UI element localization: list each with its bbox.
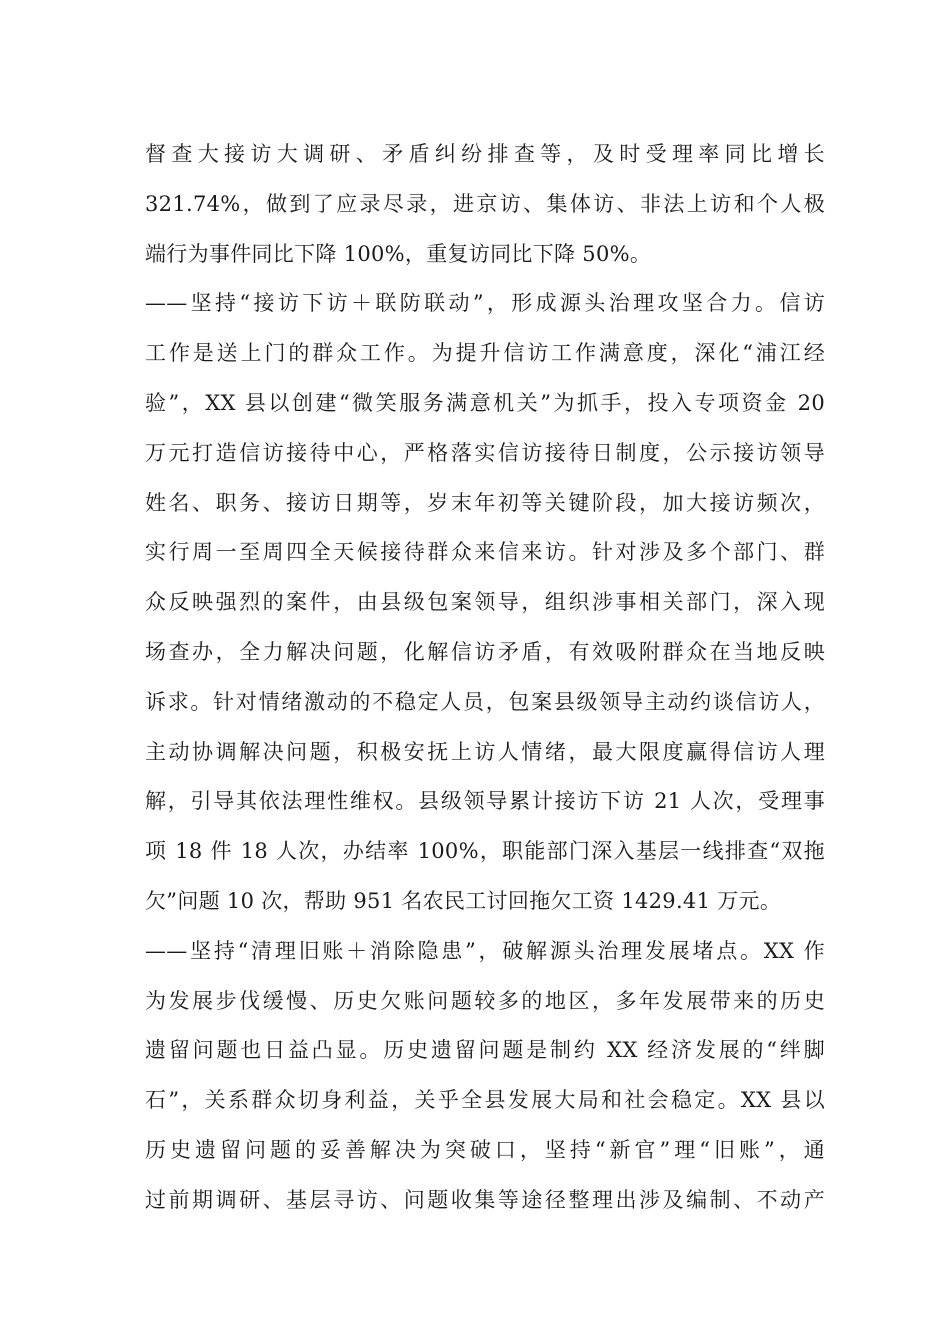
text-line: 实行周一至周四全天候接待群众来信来访。针对涉及多个部门、群 (145, 540, 825, 565)
text-line: 端行为事件同比下降 100%，重复访同比下降 50%。 (145, 241, 652, 266)
text-line: ——坚持“接访下访＋联防联动”，形成源头治理攻坚合力。信访 (145, 291, 825, 316)
text-line: 验”，XX 县以创建“微笑服务满意机关”为抓手，投入专项资金 20 (145, 390, 825, 415)
text-line: 过前期调研、基层寻访、问题收集等途径整理出涉及编制、不动产 (145, 1187, 825, 1212)
text-line: 姓名、职务、接访日期等，岁末年初等关键阶段，加大接访频次， (145, 490, 825, 515)
text-line: 石”，关系群众切身利益，关乎全县发展大局和社会稳定。XX 县以 (145, 1088, 825, 1113)
text-line: 工作是送上门的群众工作。为提升信访工作满意度，深化“浦江经 (145, 341, 825, 366)
text-line: 督查大接访大调研、矛盾纠纷排查等，及时受理率同比增长 (145, 142, 825, 166)
text-line: 诉求。针对情绪激动的不稳定人员，包案县级领导主动约谈信访人， (145, 689, 825, 714)
text-line: 项 18 件 18 人次，办结率 100%，职能部门深入基层一线排查“双拖 (145, 839, 825, 864)
text-line: 场查办，全力解决问题，化解信访矛盾，有效吸附群众在当地反映 (145, 639, 825, 664)
text-line: 遗留问题也日益凸显。历史遗留问题是制约 XX 经济发展的“绊脚 (145, 1038, 825, 1063)
text-line: 众反映强烈的案件，由县级包案领导，组织涉事相关部门，深入现 (145, 590, 825, 615)
text-line: 为发展步伐缓慢、历史欠账问题较多的地区，多年发展带来的历史 (145, 988, 825, 1013)
text-line: 欠”问题 10 次，帮助 951 名农民工讨回拖欠工资 1429.41 万元。 (145, 888, 782, 913)
text-line: 321.74%，做到了应录尽录，进京访、集体访、非法上访和个人极 (145, 191, 825, 216)
text-line: ——坚持“清理旧账＋消除隐患”，破解源头治理发展堵点。XX 作 (145, 938, 825, 963)
text-line: 万元打造信访接待中心，严格落实信访接待日制度，公示接访领导 (145, 440, 825, 465)
body-text (145, 130, 825, 1226)
text-line: 解，引导其依法理性维权。县级领导累计接访下访 21 人次，受理事 (145, 789, 825, 814)
text-line: 历史遗留问题的妥善解决为突破口，坚持“新官”理“旧账”，通 (145, 1137, 825, 1162)
text-line: 主动协调解决问题，积极安抚上访人情绪，最大限度赢得信访人理 (145, 739, 825, 764)
